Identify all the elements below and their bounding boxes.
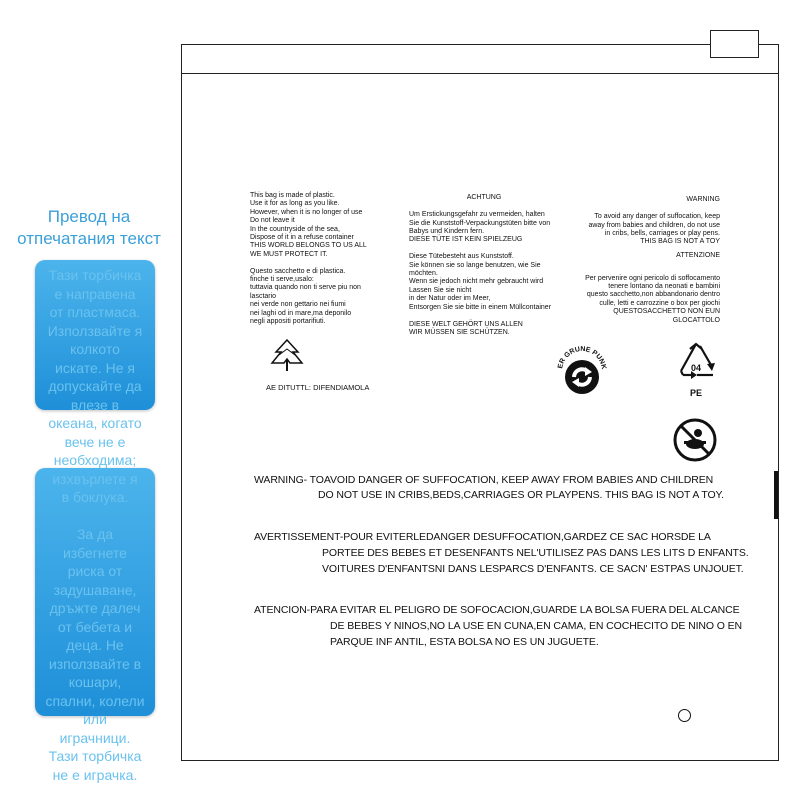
green-dot-text: ER GRUNE PUNK: [557, 345, 608, 371]
german-text-block: Um Erstickungsgefahr zu vermeiden, halten Sie die Kunststoff-Verpackungstüten bitte von Babys und Kindern fern. DIESE TÜTE IST KEIN SPIELZEUG Diese Tütebesteht aus Kunststoff. Sie können sie so lange benutzen, wie Sie möchten. Wenn sie jedoch nicht mehr gebraucht wird Lassen Sie sie nicht in der Natur oder im Meer, Entsorgen Sie sie bitte in einem Müllcontainer DIESE WELT GEHÖRT UNS ALLEN WIR MÜSSEN SIE SCHÜTZEN.: [409, 211, 552, 336]
green-dot-icon: [554, 341, 610, 397]
italian-text-block: Per pervenire ogni pericolo di soffocamento tenere lontano da neonati e bambini questo sacchetto,non abbandonario dentro culle, letti e carrozzine o box per giochi QUESTOSACCHETTO NON EUN GLOCATTOLO: [585, 274, 720, 324]
sidebar-translation-text: Тази торбичка е направена от пластмаса. Използвайте я колкото искате. Не я допускайте да влезе в океана, когато вече не е необходима; изхвърлете я в боклука. За да избегнете риска от задушаване, дръжте далеч от бебета и деца. Не използвайте в кошари, спални, колели или играчници. Тази торбичка не е играчка.: [45, 267, 145, 783]
no-baby-icon: [672, 417, 718, 463]
plastic-bag: [181, 44, 779, 761]
english-italian-text-block: This bag is made of plastic. Use it for as long as you like. However, when it is no longer of use Do not leave it In the countryside of the sea, Dispose of it in a refuse container THIS WORLD BELONGS TO US ALL WE MUST PROTECT IT. Questo sacchetto e di plastica. finche ti serve,usalo: tuttavia quando non ti serve piu non lasctario nei verde non gettario nei fiumi nei laghi od in mare,ma deponilo negli appositi portarifiuti.: [250, 192, 367, 326]
warning-fr-line: PORTEE DES BEBES ET DESENFANTS NEL'UTILISEZ PAS DANS LES LITS D ENFANTS.: [322, 547, 749, 559]
german-heading: ACHTUNG: [466, 194, 502, 202]
translation-sidebar: [0, 200, 178, 783]
recycle-material: PE: [689, 388, 702, 398]
warning-fr-line: AVERTISSEMENT-POUR EVITERLEDANGER DESUFFOCATION,GARDEZ CE SAC HORSDE LA: [254, 531, 711, 543]
zip-tab: [710, 30, 759, 58]
warning-fr-line: VOITURES D'ENFANTSNI DANS LESPARCS D'ENFANTS. CE SACN' ESTPAS UNJOUET.: [322, 563, 744, 575]
side-notch: [774, 471, 778, 519]
warning-en-line: DO NOT USE IN CRIBS,BEDS,CARRIAGES OR PLAYPENS. THIS BAG IS NOT A TOY.: [318, 489, 724, 501]
tree-caption: AE DITUTTL: DIFENDIAMOLA: [266, 383, 370, 392]
warning-text-block: To avoid any danger of suffocation, keep away from babies and children, do not use in cribs, bells, carriages or play pens. THIS BAG IS NOT A TOY: [588, 213, 720, 246]
warning-italian-text-column: [578, 188, 720, 334]
warning-es-line: PARQUE INF ANTIL, ESTA BOLSA NO ES UN JUGUETE.: [330, 636, 599, 648]
attenzione-heading: ATTENZIONE: [676, 251, 720, 259]
warning-es-line: DE BEBES Y NINOS,NO LA USE EN CUNA,EN CAMA, EN COCHECITO DE NINO O EN: [330, 620, 743, 632]
sidebar-title: Превод на отпечатания текст: [17, 207, 161, 248]
zip-seal-line: [182, 73, 778, 74]
tree-icon: [270, 339, 304, 373]
warning-en-line: WARNING- TOAVOID DANGER OF SUFFOCATION, KEEP AWAY FROM BABIES AND CHILDREN: [254, 474, 714, 486]
warning-es-line: ATENCION-PARA EVITAR EL PELIGRO DE SOFOCACION,GUARDE LA BOLSA FUERA DEL ALCANCE: [254, 604, 740, 616]
warning-heading: WARNING: [686, 196, 720, 204]
german-text-column: [409, 186, 559, 337]
recycle-code: 04: [690, 363, 701, 373]
hang-hole: [678, 709, 691, 722]
